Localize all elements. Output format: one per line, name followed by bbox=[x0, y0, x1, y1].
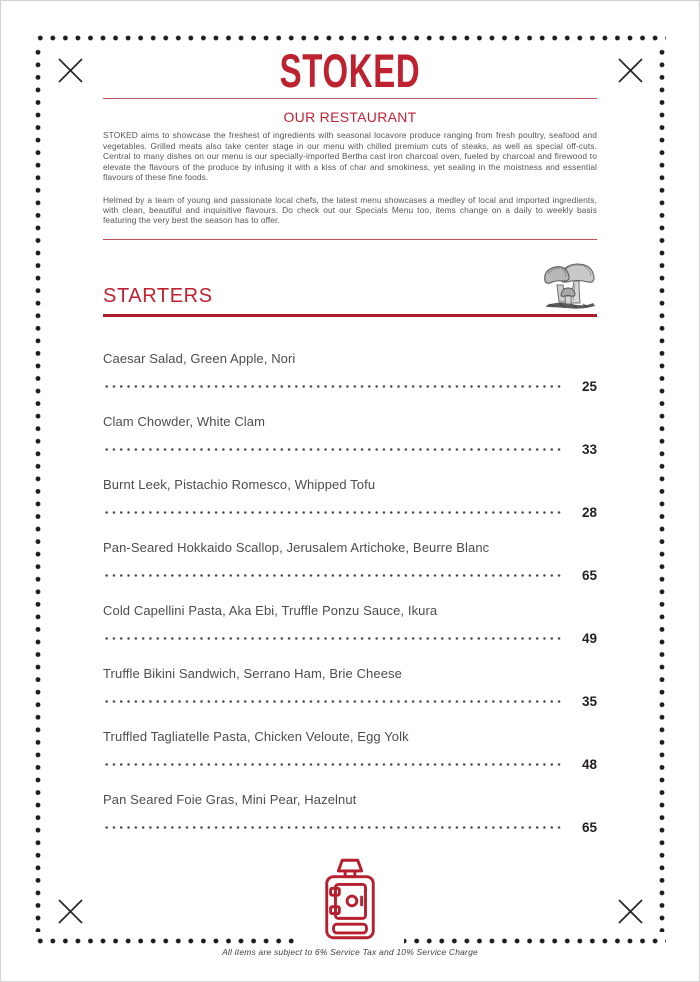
footer-note: All items are subject to 6% Service Tax and 10% Service Charge bbox=[222, 947, 478, 957]
menu-item bbox=[103, 477, 597, 520]
leader-row bbox=[103, 820, 597, 835]
leader-row bbox=[103, 379, 597, 394]
dotted-border-right bbox=[659, 46, 665, 932]
leader-row bbox=[103, 568, 597, 583]
dotted-border-left bbox=[35, 46, 41, 932]
item-name: Truffled Tagliatelle Pasta, Chicken Veloute, Egg Yolk bbox=[103, 729, 409, 745]
section-underline bbox=[103, 314, 597, 317]
restaurant-title: STOKED bbox=[279, 44, 421, 97]
mushrooms-illustration-icon bbox=[541, 257, 599, 310]
starters-section-header bbox=[103, 256, 597, 308]
item-price: 48 bbox=[581, 757, 597, 773]
menu-item bbox=[103, 792, 597, 835]
leader-row bbox=[103, 694, 597, 709]
dotted-leader bbox=[103, 569, 561, 582]
item-name: Clam Chowder, White Clam bbox=[103, 414, 266, 430]
corner-x-icon-bottom-left bbox=[57, 898, 84, 925]
dotted-leader bbox=[103, 632, 561, 645]
section-title-starters: STARTERS bbox=[103, 285, 213, 308]
oven-icon-frame bbox=[296, 854, 404, 944]
item-name: Truffle Bikini Sandwich, Serrano Ham, Brie Cheese bbox=[103, 666, 402, 682]
menu-list bbox=[103, 351, 597, 835]
corner-x-icon-bottom-right bbox=[617, 898, 644, 925]
corner-x-icon-top-right bbox=[617, 57, 644, 84]
menu-item bbox=[103, 351, 597, 394]
item-price: 33 bbox=[581, 442, 597, 458]
corner-x-icon-top-left bbox=[57, 57, 84, 84]
dotted-leader bbox=[103, 758, 561, 771]
leader-row bbox=[103, 757, 597, 772]
item-name: Pan-Seared Hokkaido Scallop, Jerusalem Artichoke, Beurre Blanc bbox=[103, 540, 490, 556]
divider-rule-middle bbox=[103, 239, 597, 240]
item-price: 25 bbox=[581, 379, 597, 395]
menu-item bbox=[103, 666, 597, 709]
dotted-leader bbox=[103, 695, 561, 708]
dotted-leader bbox=[103, 506, 561, 519]
item-name: Pan Seared Foie Gras, Mini Pear, Hazelnut bbox=[103, 792, 357, 808]
item-price: 49 bbox=[581, 631, 597, 647]
item-price: 28 bbox=[581, 505, 597, 521]
menu-item bbox=[103, 729, 597, 772]
charcoal-oven-icon bbox=[319, 857, 381, 941]
leader-row bbox=[103, 505, 597, 520]
leader-row bbox=[103, 442, 597, 457]
item-name: Caesar Salad, Green Apple, Nori bbox=[103, 351, 296, 367]
dotted-leader bbox=[103, 443, 561, 456]
content-column bbox=[103, 0, 597, 855]
about-paragraph-2: Helmed by a team of young and passionate local chefs, the latest menu showcases a medley of local and imported ingredients, with clean, beautiful and inquisitive flavours. Do check out our Specials Menu too, items change on a daily to weekly basis featuring the very best the season has to offer. bbox=[103, 194, 597, 226]
about-heading: OUR RESTAURANT bbox=[283, 109, 417, 126]
divider-rule-top bbox=[103, 98, 597, 99]
item-name: Cold Capellini Pasta, Aka Ebi, Truffle Ponzu Sauce, Ikura bbox=[103, 603, 438, 619]
menu-item bbox=[103, 603, 597, 646]
dotted-leader bbox=[103, 380, 561, 393]
item-price: 65 bbox=[581, 568, 597, 584]
about-paragraph-1: STOKED aims to showcase the freshest of ingredients with seasonal locavore produce ranging from fresh poultry, seafood and vegetables. Grilled meats also take center stage in our menu with chilled premium cuts of steaks, as well as special off-cuts. Central to many dishes on our menu is our specially-imported Bertha cast iron charcoal oven, fueled by charcoal and firewood to elevate the flavours of the produce by infusing it with a kiss of char and smokiness, yet sealing in the moistness and essential flavours of these fine foods. bbox=[103, 130, 597, 183]
leader-row bbox=[103, 631, 597, 646]
item-price: 35 bbox=[581, 694, 597, 710]
item-name: Burnt Leek, Pistachio Romesco, Whipped Tofu bbox=[103, 477, 376, 493]
dotted-leader bbox=[103, 821, 561, 834]
menu-item bbox=[103, 414, 597, 457]
item-price: 65 bbox=[581, 820, 597, 836]
menu-item bbox=[103, 540, 597, 583]
